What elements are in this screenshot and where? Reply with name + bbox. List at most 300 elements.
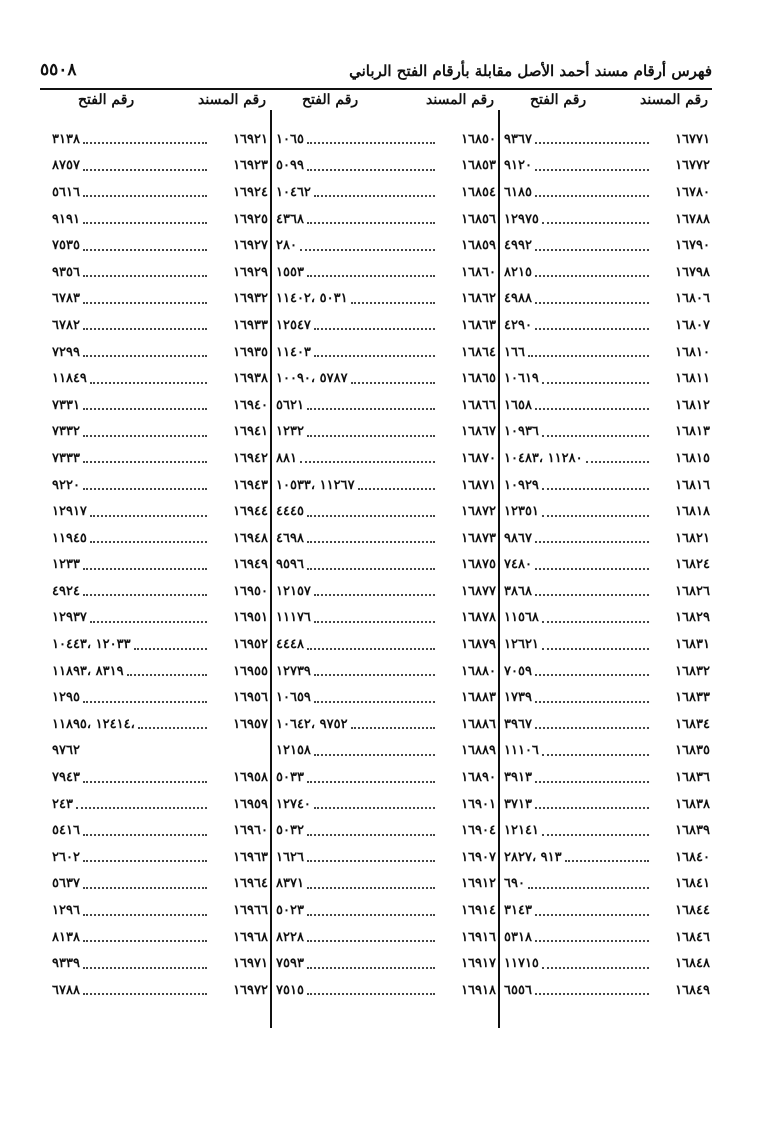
dot-leader [83, 142, 207, 144]
fath-number: ١١١٧٦ [276, 610, 311, 626]
fath-number: ٧٥١٥ [276, 982, 304, 998]
dot-leader [83, 940, 207, 942]
musnad-number: ١٦٩٤٣ [233, 477, 268, 493]
index-row [48, 684, 270, 711]
fath-number: ١٢١٥٨ [276, 743, 311, 759]
dot-leader [565, 860, 649, 862]
dot-leader [83, 860, 207, 862]
index-row [500, 738, 712, 765]
dot-leader [83, 914, 207, 916]
index-row [48, 126, 270, 153]
index-row [272, 658, 498, 685]
musnad-number: ١٦٧٨٠ [675, 184, 710, 200]
dot-leader [90, 382, 207, 384]
dot-leader [535, 302, 649, 304]
musnad-number: ١٦٨٨٩ [461, 743, 496, 759]
page-header [40, 62, 712, 86]
dot-leader [90, 621, 207, 623]
musnad-number: ١٦٩٥٩ [233, 796, 268, 812]
column-header [500, 90, 712, 112]
index-row [272, 764, 498, 791]
dot-leader [351, 727, 435, 729]
fath-number: ٤٢٩٠ [504, 317, 532, 333]
musnad-number: ١٦٨٣٦ [675, 770, 710, 786]
musnad-number: ١٦٨٧٣ [461, 530, 496, 546]
musnad-number: ١٦٧٩٠ [675, 238, 710, 254]
fath-number: ٦٥٥٦ [504, 982, 532, 998]
index-row [48, 498, 270, 525]
fath-number: ٩١٢٠ [504, 158, 532, 174]
dot-leader [542, 222, 649, 224]
index-row [272, 924, 498, 951]
fath-number: ٩٣٦٧ [504, 131, 532, 147]
musnad-number: ١٦٨٥٠ [461, 131, 496, 147]
fath-number: ،١٢٤١٤ ،١١٨٩٥ [52, 716, 135, 732]
musnad-number: ١٦٩٢٥ [233, 211, 268, 227]
musnad-number: ١٦٨١١ [675, 371, 710, 387]
fath-number: ٣٨٦٨ [504, 583, 532, 599]
musnad-number: ١٦٨٧١ [461, 477, 496, 493]
index-row [272, 525, 498, 552]
fath-number: ٦٧٨٣ [52, 291, 80, 307]
musnad-number: ١٦٩٠١ [461, 796, 496, 812]
index-row [272, 684, 498, 711]
musnad-number: ١٦٨١٨ [675, 504, 710, 520]
dot-leader [528, 355, 649, 357]
dot-leader [307, 914, 435, 916]
musnad-number: ١٦٨٣٤ [675, 716, 710, 732]
musnad-number: ١٦٩٥٢ [233, 637, 268, 653]
fath-number: ٩٣٣٩ [52, 956, 80, 972]
fath-number: ٢٨٠ [276, 238, 297, 254]
fath-number: ٥٠٩٩ [276, 158, 304, 174]
musnad-number: ١٦٧٨٨ [675, 211, 710, 227]
dot-leader [314, 195, 435, 197]
fath-number: ١٢٥٤٧ [276, 317, 311, 333]
fath-number: ١٢٧٤٠ [276, 796, 311, 812]
dot-leader [535, 568, 649, 570]
dot-leader [535, 195, 649, 197]
musnad-number: ١٦٨٧٧ [461, 583, 496, 599]
fath-number: ٥٠٣١ ،١١٤٠٢ [276, 291, 348, 307]
index-rows [48, 126, 270, 1004]
dot-leader [314, 594, 435, 596]
fath-number: ٩٧٥٢ ،١٠٦٤٢ [276, 716, 348, 732]
index-row [272, 179, 498, 206]
fath-number: ١٦٥٨ [504, 397, 532, 413]
dot-leader [535, 594, 649, 596]
index-row [500, 525, 712, 552]
fath-number: ٦٧٨٨ [52, 982, 80, 998]
index-row [500, 924, 712, 951]
index-row [500, 631, 712, 658]
fath-number: ١٢٩٧٥ [504, 211, 539, 227]
column-header [272, 90, 498, 112]
index-row [48, 844, 270, 871]
musnad-number: ١٦٩٢٣ [233, 158, 268, 174]
index-row [500, 153, 712, 180]
musnad-number: ١٦٨٨٠ [461, 663, 496, 679]
dot-leader [358, 488, 435, 490]
dot-leader [314, 355, 435, 357]
dot-leader [542, 834, 649, 836]
musnad-number: ١٦٨٢١ [675, 530, 710, 546]
dot-leader [535, 169, 649, 171]
fath-number: ٤٤٤٨ [276, 637, 304, 653]
musnad-number: ١٦٩٥٧ [233, 716, 268, 732]
index-row [500, 871, 712, 898]
index-row [272, 126, 498, 153]
fath-number: ٢٤٣ [52, 796, 73, 812]
fath-number: ١٢٩١٧ [52, 504, 87, 520]
musnad-number: ١٦٩٢١ [233, 131, 268, 147]
index-row [272, 791, 498, 818]
index-row [272, 498, 498, 525]
index-column-2 [272, 90, 498, 1004]
musnad-number: ١٦٨١٢ [675, 397, 710, 413]
dot-leader [83, 302, 207, 304]
dot-leader [535, 807, 649, 809]
musnad-number: ١٦٩٣٣ [233, 317, 268, 333]
fath-number: ٩١٩١ [52, 211, 80, 227]
dot-leader [314, 621, 435, 623]
fath-number: ٤٤٤٥ [276, 504, 304, 520]
dot-leader [542, 967, 649, 969]
index-row [272, 605, 498, 632]
dot-leader [83, 993, 207, 995]
dot-leader [300, 461, 435, 463]
dot-leader [535, 940, 649, 942]
musnad-number: ١٦٨٣٢ [675, 663, 710, 679]
fath-number: ٣٩١٣ [504, 770, 532, 786]
musnad-header: رقم المسند [198, 92, 266, 108]
fath-number: ١٥٥٣ [276, 264, 304, 280]
fath-number: ٧٣٣٣ [52, 450, 80, 466]
index-row [500, 445, 712, 472]
index-row [48, 711, 270, 738]
fath-number: ٩٨٦٧ [504, 530, 532, 546]
fath-header: رقم الفتح [530, 92, 587, 108]
dot-leader [307, 568, 435, 570]
dot-leader [535, 781, 649, 783]
index-row [48, 897, 270, 924]
dot-leader [314, 754, 435, 756]
musnad-number: ١٦٨٤٤ [675, 903, 710, 919]
musnad-number: ١٦٩٠٤ [461, 823, 496, 839]
index-row [48, 817, 270, 844]
musnad-number: ١٦٨٢٤ [675, 557, 710, 573]
musnad-number: ١٦٨٣٣ [675, 690, 710, 706]
fath-number: ٩١٣ ،٢٨٢٧ [504, 849, 562, 865]
fath-number: ٧٩٤٣ [52, 770, 80, 786]
fath-number: ٥٧٨٧ ،١٠٠٩٠ [276, 371, 348, 387]
fath-number: ٥٤١٦ [52, 823, 80, 839]
musnad-number: ١٦٨٥٣ [461, 158, 496, 174]
fath-number: ٤٦٩٨ [276, 530, 304, 546]
fath-number: ٨٨١ [276, 450, 297, 466]
dot-leader [542, 488, 649, 490]
dot-leader [542, 515, 649, 517]
musnad-number: ١٦٨٨٣ [461, 690, 496, 706]
index-row [272, 631, 498, 658]
dot-leader [83, 488, 207, 490]
dot-leader [351, 302, 435, 304]
index-row [272, 339, 498, 366]
index-row [48, 552, 270, 579]
index-row [500, 259, 712, 286]
dot-leader [542, 435, 649, 437]
fath-number: ٥٠٣٣ [276, 770, 304, 786]
musnad-number: ١٦٨٠٦ [675, 291, 710, 307]
fath-number: ١٢٩٣٧ [52, 610, 87, 626]
musnad-number: ١٦٨٤٨ [675, 956, 710, 972]
index-row [500, 897, 712, 924]
musnad-number: ١٦٩٥١ [233, 610, 268, 626]
dot-leader [307, 275, 435, 277]
musnad-number: ١٦٨٦٧ [461, 424, 496, 440]
dot-leader [83, 222, 207, 224]
index-row [500, 578, 712, 605]
dot-leader [307, 887, 435, 889]
index-row [272, 312, 498, 339]
dot-leader [307, 648, 435, 650]
fath-number: ١١٩٤٥ [52, 530, 87, 546]
musnad-number: ١٦٩٤١ [233, 424, 268, 440]
index-row [48, 392, 270, 419]
fath-number: ١٢٠٣٣ ،١٠٤٤٣ [52, 637, 131, 653]
fath-number: ٢٦٠٢ [52, 849, 80, 865]
fath-number: ٩٥٩٦ [276, 557, 304, 573]
musnad-number: ١٦٨٧٨ [461, 610, 496, 626]
index-row [272, 738, 498, 765]
musnad-number: ١٦٩١٧ [461, 956, 496, 972]
musnad-number: ١٦٨٦٥ [461, 371, 496, 387]
fath-number: ١٢٣٣ [52, 557, 80, 573]
fath-number: ٨٢١٥ [504, 264, 532, 280]
dot-leader [528, 887, 649, 889]
dot-leader [307, 435, 435, 437]
index-row [272, 817, 498, 844]
dot-leader [90, 515, 207, 517]
index-row [272, 259, 498, 286]
musnad-number: ١٦٨٥٤ [461, 184, 496, 200]
index-row [272, 445, 498, 472]
fath-number: ٨٧٥٧ [52, 158, 80, 174]
dot-leader [535, 674, 649, 676]
musnad-number: ١٦٩٦٨ [233, 929, 268, 945]
index-row [500, 764, 712, 791]
dot-leader [314, 674, 435, 676]
fath-number: ٩٣٥٦ [52, 264, 80, 280]
musnad-number: ١٦٩٥٨ [233, 770, 268, 786]
fath-number: ٧٣٣١ [52, 397, 80, 413]
fath-number: ٤٣٦٨ [276, 211, 304, 227]
fath-number: ٦٩٠ [504, 876, 525, 892]
musnad-number: ١٦٨١٦ [675, 477, 710, 493]
musnad-number: ١٦٨٨٦ [461, 716, 496, 732]
musnad-number: ١٦٩٤٨ [233, 530, 268, 546]
index-row [500, 498, 712, 525]
index-row [48, 764, 270, 791]
dot-leader [83, 169, 207, 171]
dot-leader [535, 142, 649, 144]
fath-number: ١١٢٨٠ ،١٠٤٨٣ [504, 450, 583, 466]
musnad-number: ١٦٩٦٦ [233, 903, 268, 919]
index-row [500, 339, 712, 366]
index-row [48, 232, 270, 259]
index-row [272, 897, 498, 924]
musnad-number: ١٦٩١٢ [461, 876, 496, 892]
dot-leader [83, 435, 207, 437]
fath-number: ٥٠٣٢ [276, 823, 304, 839]
musnad-number: ١٦٩١٤ [461, 903, 496, 919]
dot-leader [307, 940, 435, 942]
fath-number: ٥٦٢١ [276, 397, 304, 413]
musnad-number: ١٦٩٤٤ [233, 504, 268, 520]
index-row [272, 578, 498, 605]
dot-leader [76, 807, 207, 809]
dot-leader [307, 834, 435, 836]
musnad-number: ١٦٨١٣ [675, 424, 710, 440]
dot-leader [300, 249, 435, 251]
musnad-number: ١٦٩٢٧ [233, 238, 268, 254]
index-row [500, 552, 712, 579]
musnad-number: ١٦٨٤٠ [675, 849, 710, 865]
fath-number: ١١٧١٥ [504, 956, 539, 972]
index-row [48, 312, 270, 339]
dot-leader [83, 594, 207, 596]
musnad-number: ١٦٩٥٠ [233, 583, 268, 599]
dot-leader [351, 382, 435, 384]
dot-leader [535, 275, 649, 277]
dot-leader [127, 674, 207, 676]
musnad-number: ١٦٨٧٥ [461, 557, 496, 573]
musnad-number: ١٦٨٧٠ [461, 450, 496, 466]
dot-leader [307, 142, 435, 144]
fath-number: ٥٦١٦ [52, 184, 80, 200]
index-row [48, 206, 270, 233]
musnad-number: ١٦٨٤٩ [675, 982, 710, 998]
fath-number: ٧٥٩٣ [276, 956, 304, 972]
musnad-number: ١٦٩٣٢ [233, 291, 268, 307]
musnad-number: ١٦٨٥٩ [461, 238, 496, 254]
index-row [272, 871, 498, 898]
musnad-number: ١٦٧٩٨ [675, 264, 710, 280]
dot-leader [535, 727, 649, 729]
fath-number: ١٠٩٢٩ [504, 477, 539, 493]
dot-leader [83, 834, 207, 836]
index-row [272, 365, 498, 392]
index-row [272, 844, 498, 871]
fath-number: ١٠٦٥ [276, 131, 304, 147]
fath-number: ١١١٠٦ [504, 743, 539, 759]
index-row [48, 153, 270, 180]
fath-number: ٨٢٢٨ [276, 929, 304, 945]
fath-number: ٧٥٣٥ [52, 238, 80, 254]
index-row [272, 419, 498, 446]
index-row [272, 472, 498, 499]
fath-number: ١٢٣٥١ [504, 504, 539, 520]
index-row [500, 791, 712, 818]
index-row [500, 711, 712, 738]
fath-number: ٣١٤٣ [504, 903, 532, 919]
index-row [48, 578, 270, 605]
index-row [500, 365, 712, 392]
dot-leader [307, 993, 435, 995]
fath-number: ٩٢٢٠ [52, 477, 80, 493]
fath-number: ٧٠٥٩ [504, 663, 532, 679]
index-rows [500, 126, 712, 1004]
fath-number: ١٦٦ [504, 344, 525, 360]
fath-number: ٣٩٦٧ [504, 716, 532, 732]
musnad-number: ١٦٩٦٤ [233, 876, 268, 892]
fath-number: ١١٨٤٩ [52, 371, 87, 387]
fath-number: ٤٩٢٤ [52, 583, 80, 599]
index-row [48, 658, 270, 685]
index-row [48, 977, 270, 1004]
fath-number: ٩٧٦٢ [52, 743, 80, 759]
index-row [500, 977, 712, 1004]
dot-leader [535, 541, 649, 543]
dot-leader [83, 461, 207, 463]
fath-number: ٧٢٩٩ [52, 344, 80, 360]
dot-leader [314, 328, 435, 330]
musnad-number: ١٦٨٥٦ [461, 211, 496, 227]
index-row [500, 286, 712, 313]
musnad-number: ١٦٨٦٢ [461, 291, 496, 307]
index-row [48, 259, 270, 286]
musnad-number: ١٦٨٢٦ [675, 583, 710, 599]
dot-leader [307, 515, 435, 517]
musnad-number: ١٦٧٧٢ [675, 158, 710, 174]
musnad-number: ١٦٨٧٢ [461, 504, 496, 520]
musnad-number: ١٦٧٧١ [675, 131, 710, 147]
fath-number: ١١٤٠٣ [276, 344, 311, 360]
musnad-number: ١٦٩٥٦ [233, 690, 268, 706]
index-rows [272, 126, 498, 1004]
fath-number: ٥٦٣٧ [52, 876, 80, 892]
fath-number: ١١٢٦٧ ،١٠٥٣٣ [276, 477, 355, 493]
dot-leader [307, 781, 435, 783]
dot-leader [586, 461, 649, 463]
fath-header: رقم الفتح [302, 92, 359, 108]
index-row [500, 658, 712, 685]
index-row [48, 871, 270, 898]
index-row [272, 552, 498, 579]
musnad-number: ١٦٨٤٦ [675, 929, 710, 945]
dot-leader [542, 754, 649, 756]
index-row [48, 419, 270, 446]
musnad-number: ١٦٩٥٥ [233, 663, 268, 679]
index-row [272, 950, 498, 977]
fath-number: ١٢٦٢١ [504, 637, 539, 653]
musnad-number: ١٦٨٢٩ [675, 610, 710, 626]
index-row [48, 924, 270, 951]
index-row [500, 684, 712, 711]
musnad-number: ١٦٨٦٦ [461, 397, 496, 413]
musnad-number: ١٦٨٣٩ [675, 823, 710, 839]
fath-number: ٤٩٨٨ [504, 291, 532, 307]
fath-number: ١٠٤٦٢ [276, 184, 311, 200]
fath-number: ١٠٩٣٦ [504, 424, 539, 440]
fath-number: ١٦٢٦ [276, 849, 304, 865]
musnad-number: ١٦٨٩٠ [461, 770, 496, 786]
musnad-number: ١٦٩٧٢ [233, 982, 268, 998]
musnad-number: ١٦٨٣٨ [675, 796, 710, 812]
index-row [500, 817, 712, 844]
dot-leader [307, 860, 435, 862]
fath-number: ٥٠٢٣ [276, 903, 304, 919]
